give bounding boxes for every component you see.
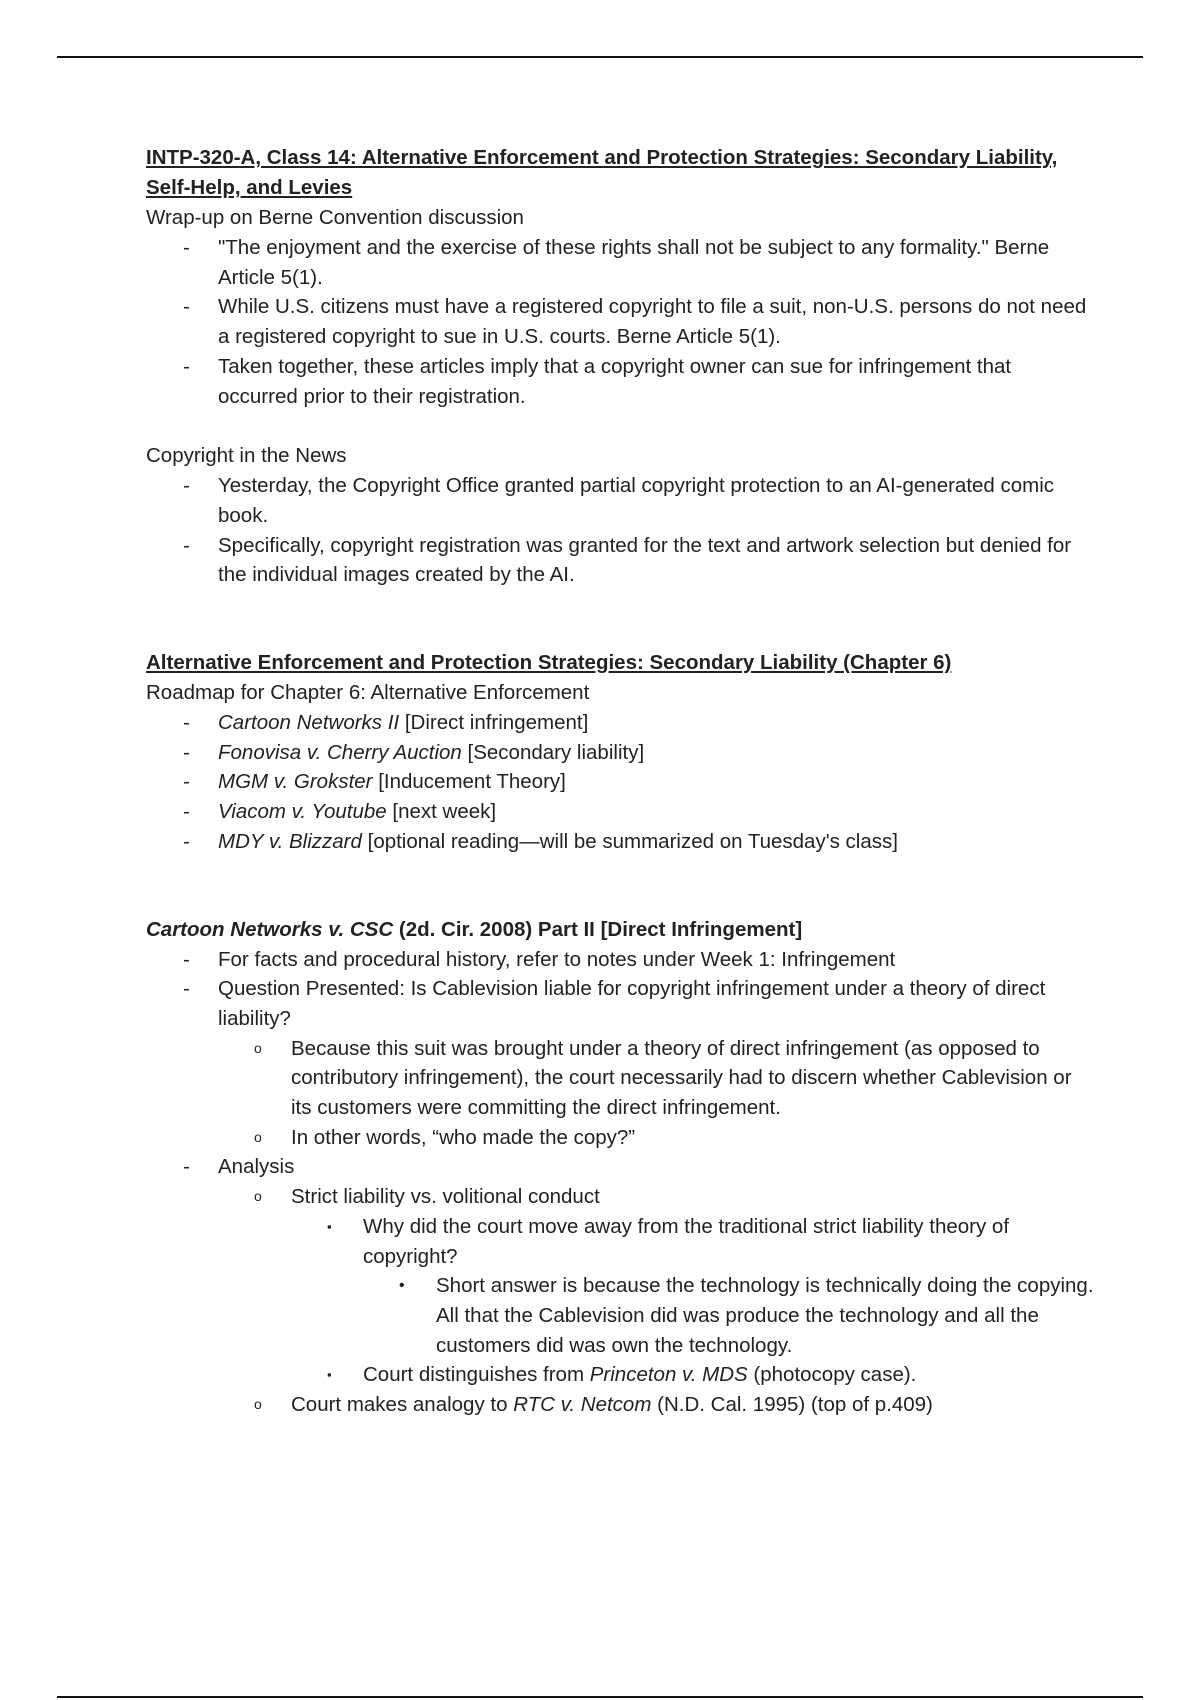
list-item — [146, 827, 1096, 857]
case-name: Viacom v. Youtube — [218, 800, 387, 824]
list-item-text: Court makes analogy to — [291, 1393, 514, 1417]
list-item — [146, 531, 1096, 590]
roadmap-list — [146, 708, 1096, 857]
list-item-text: For facts and procedural history, refer to notes under Week 1: Infringement — [218, 947, 896, 971]
list-item-text: Because this suit was brought under a theory of direct infringement (as opposed to contributory infringement), the court necessarily had to discern whether Cablevision or its customers were committing the direct infringement. — [291, 1036, 1072, 1120]
list-item — [146, 797, 1096, 827]
list-item-text: Why did the court move away from the traditional strict liability theory of copyright? — [363, 1214, 1010, 1268]
sub-sub-sub-list — [363, 1271, 1096, 1360]
dash-marker: - — [183, 977, 190, 1001]
circle-marker: o — [254, 1396, 262, 1413]
case-note: [optional reading—will be summarized on Tuesday's class] — [361, 829, 898, 853]
document-title: INTP-320-A, Class 14: Alternative Enforcement and Protection Strategies: Secondary Liability, Self-Help, and Levies — [146, 146, 1058, 199]
list-item — [291, 1360, 1096, 1390]
dash-marker: - — [183, 533, 190, 557]
list-item-text: Question Presented: Is Cablevision liable for copyright infringement under a theory of direct liability? — [218, 977, 1046, 1030]
case-title-name: Cartoon Networks v. CSC — [146, 917, 394, 941]
sub-sub-list — [291, 1212, 1096, 1390]
list-item-text: Specifically, copyright registration was granted for the text and artwork selection but denied for the individual images created by the AI. — [218, 533, 1072, 587]
sub-list — [218, 1182, 1096, 1420]
list-item — [146, 974, 1096, 1152]
dash-marker: - — [183, 740, 190, 764]
list-item — [146, 738, 1096, 768]
case-name: Princeton v. MDS — [589, 1363, 748, 1387]
list-item — [146, 233, 1096, 292]
case-note: [Direct infringement] — [399, 711, 589, 735]
list-item — [218, 1390, 1096, 1420]
dash-marker: - — [183, 295, 190, 319]
list-item-text: "The enjoyment and the exercise of these rights shall not be subject to any formality." Berne Article 5(1). — [218, 236, 1050, 289]
dash-marker: - — [183, 770, 190, 794]
berne-heading: Wrap-up on Berne Convention discussion — [146, 206, 524, 229]
dash-marker: - — [183, 1155, 190, 1179]
circle-marker: o — [254, 1188, 262, 1205]
roadmap-heading: Roadmap for Chapter 6: Alternative Enforcement — [146, 681, 590, 705]
case-title — [146, 915, 1096, 945]
list-item-text: Taken together, these articles imply that a copyright owner can sue for infringement that occurred prior to their registration. — [218, 354, 1012, 408]
list-item — [146, 292, 1096, 351]
square-marker: ▪ — [327, 1218, 332, 1234]
list-item-text: Short answer is because the technology is technically doing the copying. All that the Cablevision did was produce the technology and all the customers did was own the technology. — [436, 1274, 1094, 1357]
list-item-text: In other words, “who made the copy?” — [291, 1125, 636, 1149]
document-body — [146, 143, 1096, 1420]
list-item-text: Analysis — [218, 1155, 295, 1179]
footer-rule — [57, 1696, 1143, 1698]
berne-list — [146, 233, 1096, 411]
dash-marker: - — [183, 236, 190, 259]
case-name: Cartoon Networks II — [218, 711, 400, 735]
section-title: Alternative Enforcement and Protection Strategies: Secondary Liability (Chapter 6) — [146, 651, 952, 675]
case-note: [Secondary liability] — [461, 740, 645, 764]
news-heading: Copyright in the News — [146, 444, 347, 468]
list-item-text: Strict liability vs. volitional conduct — [291, 1185, 600, 1209]
dash-marker: - — [183, 800, 190, 824]
list-item — [291, 1212, 1096, 1361]
list-item-text: (photocopy case). — [747, 1363, 917, 1387]
dash-marker: - — [183, 711, 190, 735]
square-marker: ▪ — [327, 1367, 332, 1383]
case-name: MGM v. Grokster — [218, 770, 373, 794]
dash-marker: - — [183, 829, 190, 853]
cartoon-list — [146, 945, 1096, 1420]
circle-marker: o — [254, 1039, 262, 1056]
news-list — [146, 471, 1096, 590]
list-item — [218, 1123, 1096, 1153]
header-rule — [57, 56, 1143, 58]
case-name: Fonovisa v. Cherry Auction — [218, 740, 462, 764]
list-item — [146, 1152, 1096, 1419]
list-item — [146, 471, 1096, 530]
bullet-marker: • — [399, 1277, 405, 1295]
list-item-text: Court distinguishes from — [363, 1363, 590, 1387]
list-item-text: (N.D. Cal. 1995) (top of p.409) — [651, 1393, 933, 1417]
list-item-text: Yesterday, the Copyright Office granted partial copyright protection to an AI-generated comic book. — [218, 474, 1055, 527]
list-item — [146, 708, 1096, 738]
case-name: RTC v. Netcom — [513, 1393, 652, 1417]
list-item — [363, 1271, 1096, 1360]
list-item — [146, 945, 1096, 975]
list-item — [146, 767, 1096, 797]
circle-marker: o — [254, 1128, 262, 1145]
dash-marker: - — [183, 474, 190, 498]
case-note: [next week] — [386, 800, 497, 824]
dash-marker: - — [183, 354, 190, 378]
list-item — [218, 1034, 1096, 1123]
case-note: [Inducement Theory] — [372, 770, 566, 794]
sub-list — [218, 1034, 1096, 1153]
list-item — [218, 1182, 1096, 1390]
case-title-rest: (2d. Cir. 2008) Part II [Direct Infringement] — [393, 917, 803, 941]
dash-marker: - — [183, 947, 190, 971]
case-name: MDY v. Blizzard — [218, 829, 362, 853]
list-item-text: While U.S. citizens must have a registered copyright to file a suit, non-U.S. persons do not need a registered copyright to sue in U.S. courts. Berne Article 5(1). — [218, 295, 1087, 349]
list-item — [146, 352, 1096, 411]
